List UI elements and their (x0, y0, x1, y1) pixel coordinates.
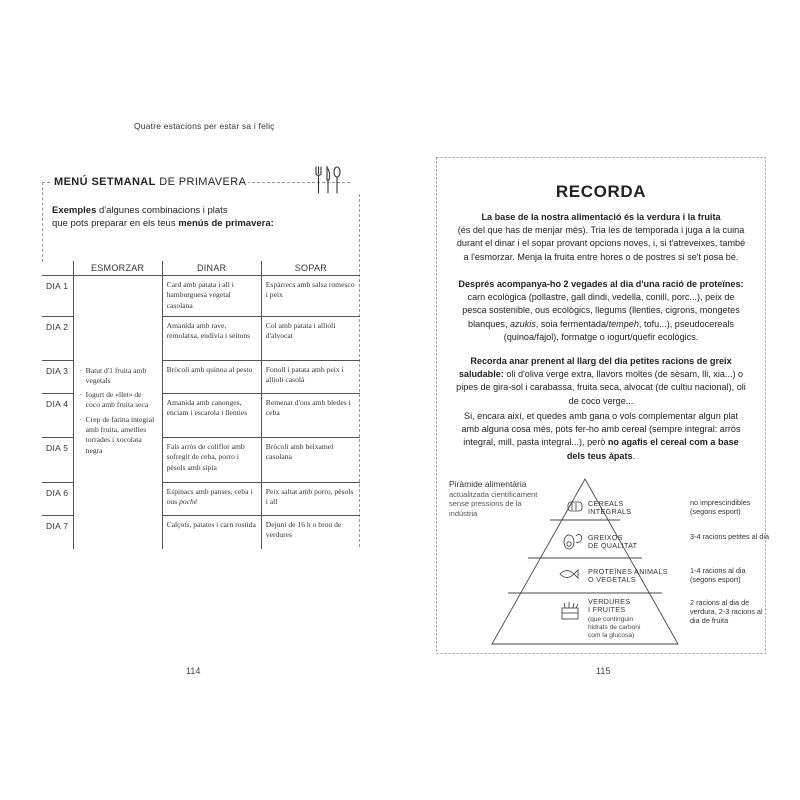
bread-icon (568, 502, 582, 511)
menu-title-bold: MENÚ SETMANAL (54, 176, 156, 188)
col-sopar: SOPAR (261, 261, 360, 276)
food-pyramid (490, 478, 680, 646)
p3-text: oli d'oliva verge extra, llavors moltes (de sèsam, lli, xia...) o pipes de gira-sol i carabassa, fruita seca, alvocat (de cultiu nacional), oli de coco verge... (456, 369, 746, 406)
p2-italic-2: tempeh (608, 318, 639, 329)
running-header: Quatre estacions per estar sa i feliç (134, 121, 275, 131)
recorda-title: RECORDA (555, 182, 647, 201)
sopar-cell: Col amb patata i allioli d'alvocat (261, 317, 360, 361)
vegetable-crate-icon (562, 602, 578, 619)
weekly-menu-table (42, 261, 360, 549)
level-3-label-l1: PROTEÏNES ANIMALS (588, 567, 668, 576)
p4-text: Si, encara així, et quedes amb gana o vols complementar algun plat amb alguna cosa més, pots fer-ho amb cereal (sempre integral: arròs integral, mill, pasta integral...), però (461, 411, 741, 448)
level-1-label-l2: INTEGRALS (588, 507, 632, 516)
intro-bold-2: menús de primavera: (178, 218, 274, 229)
dinar-cell: Amanida amb rave, remolatxa, endívia i seitons (162, 317, 261, 361)
p3-bold: Recorda anar prenent al llarg del dia petites racions de greix saludable: (458, 356, 732, 380)
day-label: DIA 7 (42, 516, 73, 549)
paragraph-base (456, 211, 746, 264)
menu-title (52, 176, 248, 188)
page-number-left: 114 (186, 666, 201, 676)
breakfast-item: · Batut d'1 fruita amb vegetals (80, 366, 158, 387)
p2-italic-1: azukis (510, 318, 536, 329)
p2-bold: Després acompanya-ho 2 vegades al dia d'una ració de proteïnes: (458, 279, 744, 289)
p2-text-2: , soia fermentada/ (535, 318, 609, 329)
menu-intro (52, 204, 342, 230)
dinar-6-italic: poché (179, 497, 198, 507)
paragraph-cereals (456, 410, 746, 463)
cutlery-icon (312, 165, 344, 195)
level-2-label-l2: DE QUALITAT (588, 541, 638, 550)
intro-text-2: que pots preparar en els teus (52, 218, 179, 229)
paragraph-fats (456, 355, 746, 408)
corner-cell (42, 261, 73, 276)
p1-bold: La base de la nostra alimentació és la verdura i la fruita (481, 212, 721, 222)
paragraph-proteins (456, 278, 746, 344)
dinar-cell: Card amb patata i all i hamburguesa vegetal casolana (162, 276, 261, 317)
intro-text-1: d'algunes combinacions i plats (96, 205, 228, 216)
col-dinar: DINAR (162, 261, 261, 276)
fish-icon (560, 570, 578, 578)
table-header-row (42, 261, 360, 276)
page-number-right: 115 (596, 666, 611, 676)
col-esmorzar: ESMORZAR (73, 261, 162, 276)
dinar-cell (162, 483, 261, 516)
level-3-label-l2: O VEGETALS (588, 575, 637, 584)
sopar-cell: Remenat d'ous amb bledes i ceba (261, 394, 360, 438)
sopar-cell: Peix saltat amb porro, pèsols i all (261, 483, 360, 516)
p1-text: (és del que has de menjar més). Tria les de temporada i juga a la cuina durant el dinar i el sopar provant opcions noves, i, si t'atreveixes, també a l'esmorzar. Menja la fruita entre hores o de postres si se't posa bé. (456, 225, 746, 262)
level-4-sublabel-l3: com la glucosa) (588, 632, 635, 639)
breakfast-item: · Iogurt de «llet» de coco amb fruita seca (80, 390, 158, 411)
p2-text-3: , tofu...), pseudocereals (quinoa/fajol), formatge o iogurt/quefir ecològics. (503, 318, 734, 342)
level-4-sublabel-l2: hidrats de carboni (588, 624, 641, 631)
day-label: DIA 2 (42, 317, 73, 361)
day-label: DIA 6 (42, 483, 73, 516)
day-label: DIA 4 (42, 394, 73, 438)
level-4-sublabel-l1: (que continguin (588, 616, 634, 623)
level-3-note: 1-4 racions al dia (segons esport) (690, 566, 746, 584)
dinar-cell: Amanida amb canonges, enciam i escarola i llenties (162, 394, 261, 438)
sopar-cell: Espàrrecs amb salsa romesco i peix (261, 276, 360, 317)
avocado-icon (564, 534, 582, 549)
level-2-label-l1: GREIXOS (588, 533, 623, 542)
level-4-label-l1: VERDURES (588, 597, 631, 606)
p2-text-1: carn ecològica (pollastre, gall dindi, vedella, conill, porc...), peix de pesca sostenible, ous ecològics, llegums (llenties, cigrons, mongetes blanques, (462, 292, 740, 329)
day-label: DIA 3 (42, 361, 73, 394)
dinar-cell: Fals arròs de coliflor amb sofregit de ceba, porro i pèsols amb sípia (162, 438, 261, 483)
level-1-note: no imprescindibles (segons esport) (690, 498, 751, 516)
intro-bold-1: Exemples (52, 205, 97, 216)
menu-title-rest: DE PRIMAVERA (155, 176, 247, 188)
p4-bold: no agafis el cereal com a base dels teus àpats (566, 437, 739, 461)
dinar-6-text: Espinacs amb panses, ceba i ous (166, 487, 253, 507)
pyramid-outline (492, 479, 678, 644)
breakfast-cell (73, 276, 162, 549)
level-2-note: 3-4 racions petites al dia (690, 532, 770, 541)
sopar-cell: Dejuni de 16 h o brou de verdures (265, 520, 342, 540)
pyramid-title: Piràmide alimentària (449, 479, 527, 489)
level-1-label-l1: CEREALS (588, 499, 624, 508)
sopar-cell: Bròcoli amb beixamel casolana (261, 438, 360, 483)
pyramid-subtitle: actualitzada científicament sense pressions de la indústria (449, 490, 538, 518)
day-label: DIA 5 (42, 438, 73, 483)
level-4-label-l2: I FRUITES (588, 605, 626, 614)
p4-end: . (632, 450, 636, 461)
dinar-cell: Calçots, patates i carn rostida (162, 516, 261, 549)
dinar-cell: Bròcoli amb quinoa al pesto (162, 361, 261, 394)
breakfast-item: · Crep de farina integral amb fruita, ametlles torrades i xocolata negra (80, 415, 158, 456)
table-row (42, 276, 360, 317)
level-4-note: 2 racions al dia de verdura, 2-3 racions al dia de fruita (690, 598, 763, 625)
day-label: DIA 1 (42, 276, 73, 317)
sopar-cell: Fonoll i patata amb peix i allioli casolà (261, 361, 360, 394)
